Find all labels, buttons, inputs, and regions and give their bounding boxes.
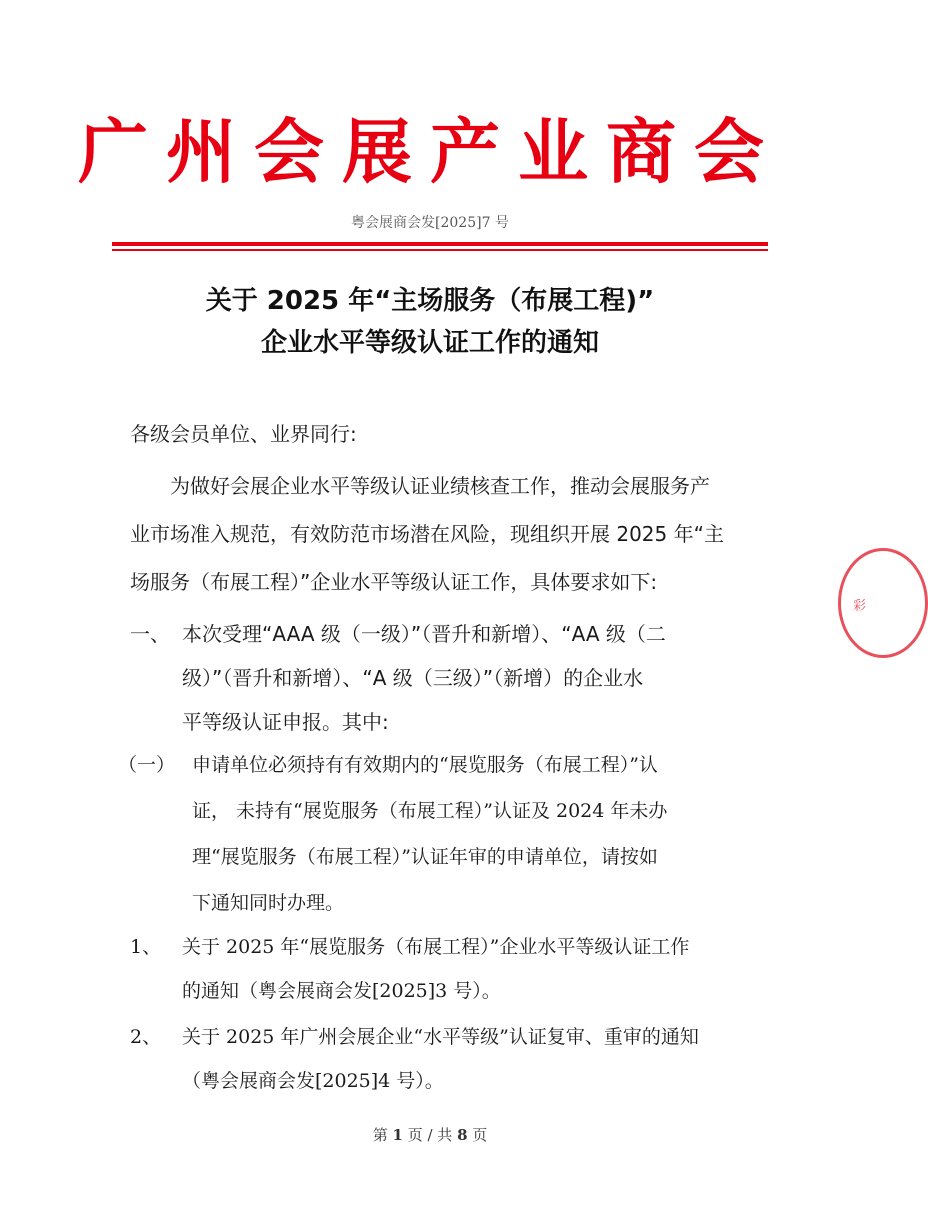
current-page-number: 1 [392, 1126, 403, 1144]
list-item-1-marker: 1、 [130, 936, 162, 958]
sub-item-1-line-4: 下通知同时办理。 [192, 892, 345, 914]
intro-line-1: 为做好会展企业水平等级认证业绩核查工作，推动会展服务产 [170, 474, 710, 498]
section-1-line-1: 本次受理“AAA 级（一级）”（晋升和新增）、“AA 级（二 [182, 622, 666, 646]
official-seal [838, 548, 928, 658]
section-1-marker: 一、 [130, 622, 170, 646]
footer-prefix: 第 [372, 1126, 388, 1144]
page-footer [0, 1124, 860, 1145]
list-item-2-marker: 2、 [130, 1026, 162, 1048]
list-item-2-line-2: （粤会展商会发[2025]4 号）。 [182, 1070, 444, 1092]
sub-item-1-marker: （一） [118, 754, 176, 776]
intro-line-3: 场服务（布展工程）”企业水平等级认证工作，具体要求如下: [130, 570, 658, 594]
footer-middle: 页 / 共 [407, 1126, 453, 1144]
salutation: 各级会员单位、业界同行: [130, 422, 357, 446]
section-1-line-2: 级）”（晋升和新增）、“A 级（三级）”（新增）的企业水 [182, 666, 644, 690]
notice-title-line-2: 企业水平等级认证工作的通知 [260, 328, 599, 358]
sub-item-1-line-3: 理“展览服务（布展工程）”认证年审的申请单位，请按如 [192, 846, 658, 868]
header-divider-thin [112, 249, 768, 251]
sub-item-1-line-2: 证， 未持有“展览服务（布展工程）”认证及 2024 年未办 [192, 800, 668, 822]
organization-title: 广州会展产业商会 [78, 111, 782, 193]
seal-character: 彩 [853, 599, 867, 614]
sub-item-1-line-1: 申请单位必须持有有效期内的“展览服务（布展工程）”认 [192, 754, 658, 776]
list-item-2-line-1: 关于 2025 年广州会展企业“水平等级”认证复审、重审的通知 [182, 1026, 699, 1048]
header-divider-thick [112, 242, 768, 246]
notice-title-line-1: 关于 2025 年“主场服务（布展工程)” [205, 286, 655, 316]
footer-suffix: 页 [472, 1126, 488, 1144]
intro-line-2: 业市场准入规范，有效防范市场潜在风险，现组织开展 2025 年“主 [130, 522, 724, 546]
list-item-1-line-1: 关于 2025 年“展览服务（布展工程）”企业水平等级认证工作 [182, 936, 690, 958]
list-item-1-line-2: 的通知（粤会展商会发[2025]3 号）。 [182, 980, 501, 1002]
document-number: 粤会展商会发[2025]7 号 [351, 215, 509, 231]
section-1-line-3: 平等级认证申报。其中: [182, 710, 389, 734]
total-page-count: 8 [457, 1126, 468, 1144]
